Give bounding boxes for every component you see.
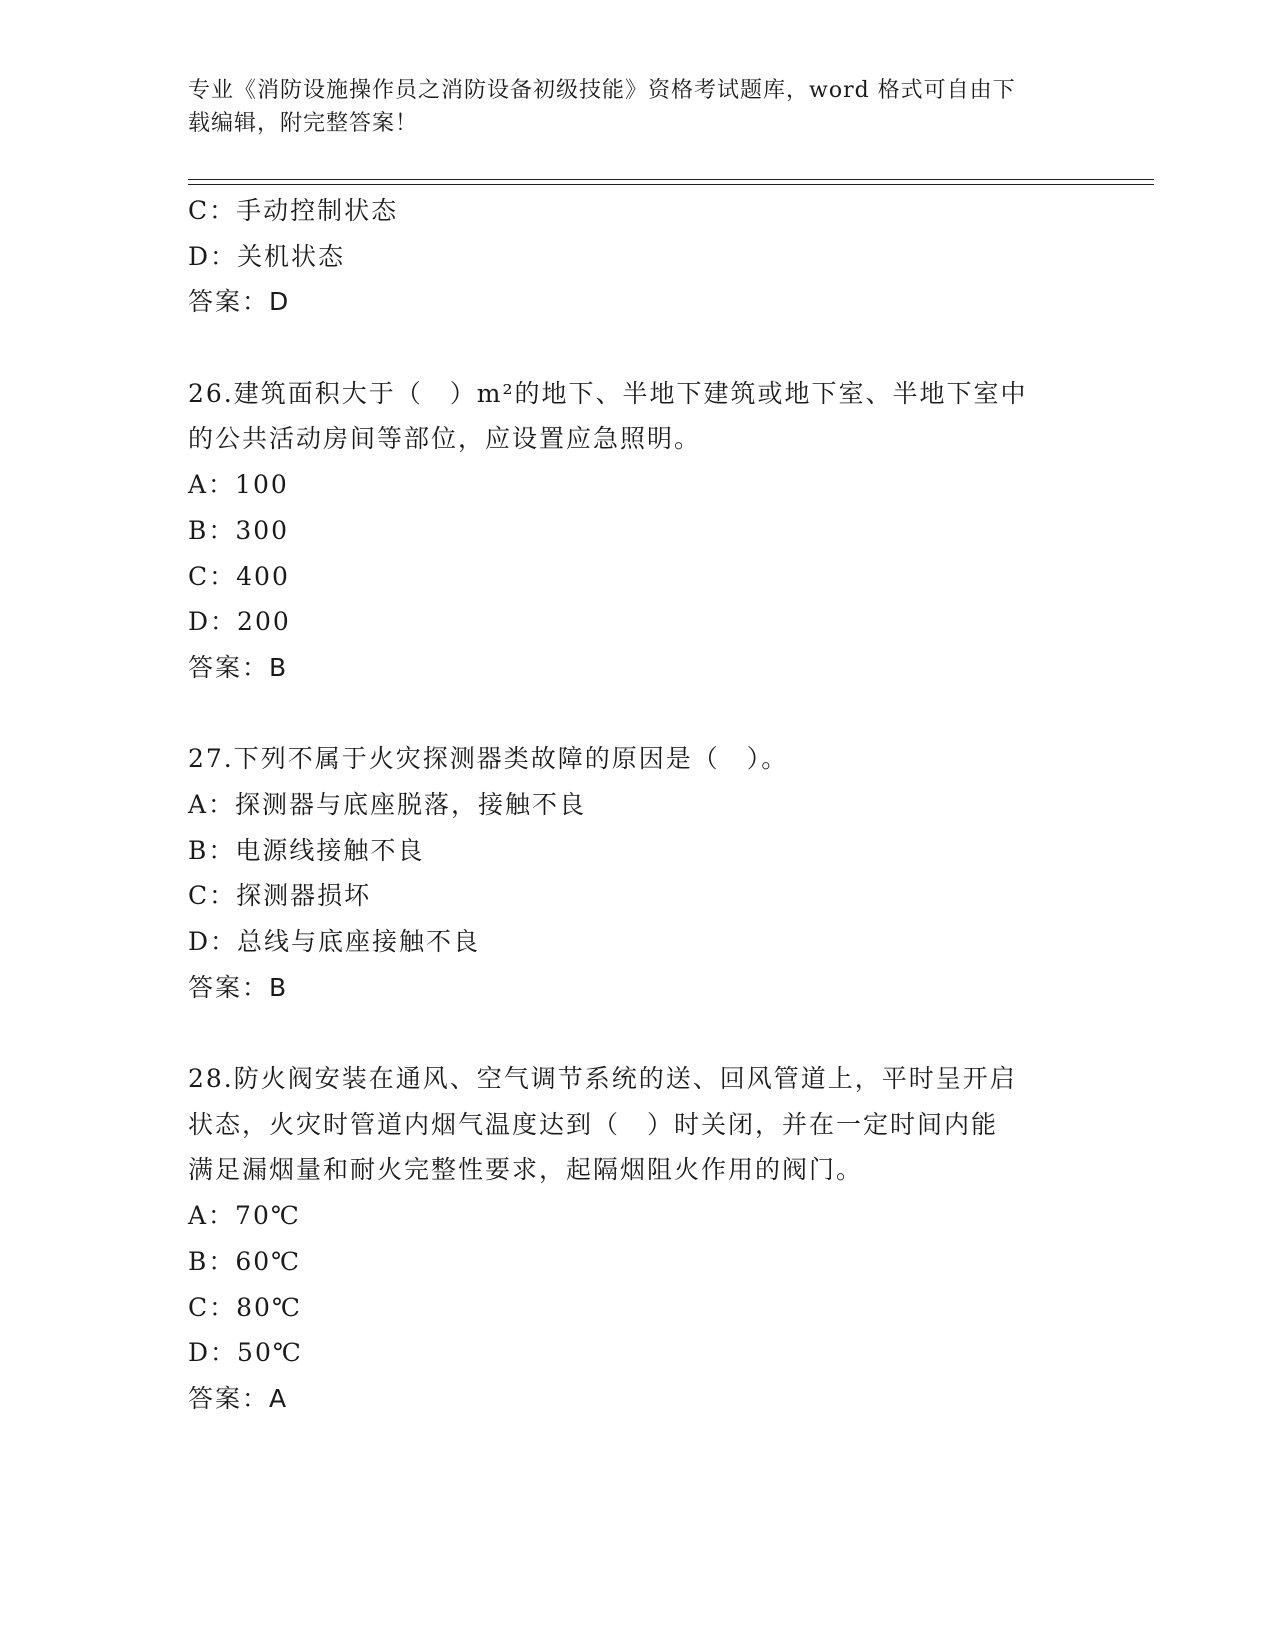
question-25-continued xyxy=(188,188,1088,325)
question-27 xyxy=(188,736,1088,1010)
option-c: C：400 xyxy=(188,561,290,591)
spacer xyxy=(188,325,1088,371)
option-c: C：探测器损坏 xyxy=(188,881,372,911)
question-text: 的公共活动房间等部位，应设置应急照明。 xyxy=(188,424,702,454)
option-d: D：总线与底座接触不良 xyxy=(188,927,481,956)
document-header xyxy=(188,74,1068,140)
option-d: D：50℃ xyxy=(188,1338,303,1368)
option-d: D：200 xyxy=(188,607,291,637)
option-a: A：70℃ xyxy=(188,1201,301,1231)
question-28 xyxy=(188,1056,1088,1422)
question-list xyxy=(188,188,1088,1422)
header-line-2: 载编辑，附完整答案！ xyxy=(188,111,419,136)
option-d: D：关机状态 xyxy=(188,241,346,271)
option-b: B：60℃ xyxy=(188,1246,302,1276)
answer: 答案：A xyxy=(188,1383,289,1413)
answer: 答案：D xyxy=(188,287,291,317)
answer: 答案：B xyxy=(188,972,289,1002)
option-c: C：80℃ xyxy=(188,1292,302,1322)
header-divider-bottom xyxy=(188,184,1154,185)
question-text: 27.下列不属于火灾探测器类故障的原因是（ ）。 xyxy=(188,744,789,774)
question-26 xyxy=(188,371,1088,691)
answer: 答案：B xyxy=(188,652,289,682)
option-a: A：探测器与底座脱落，接触不良 xyxy=(188,789,587,819)
header-divider-top xyxy=(188,179,1154,180)
question-text: 26.建筑面积大于（ ）m²的地下、半地下建筑或地下室、半地下室中 xyxy=(188,378,1028,408)
option-b: B：电源线接触不良 xyxy=(188,835,425,865)
header-line-1: 专业《消防设施操作员之消防设备初级技能》资格考试题库，word 格式可自由下 xyxy=(188,78,1016,103)
question-text: 状态，火灾时管道内烟气温度达到（ ）时关闭，并在一定时间内能 xyxy=(188,1109,999,1139)
question-text: 28.防火阀安装在通风、空气调节系统的送、回风管道上，平时呈开启 xyxy=(188,1064,1017,1094)
spacer xyxy=(188,1010,1088,1056)
spacer xyxy=(188,691,1088,737)
option-a: A：100 xyxy=(188,470,289,500)
question-text: 满足漏烟量和耐火完整性要求，起隔烟阻火作用的阀门。 xyxy=(188,1155,864,1185)
option-b: B：300 xyxy=(188,515,290,545)
option-c: C：手动控制状态 xyxy=(188,196,399,225)
